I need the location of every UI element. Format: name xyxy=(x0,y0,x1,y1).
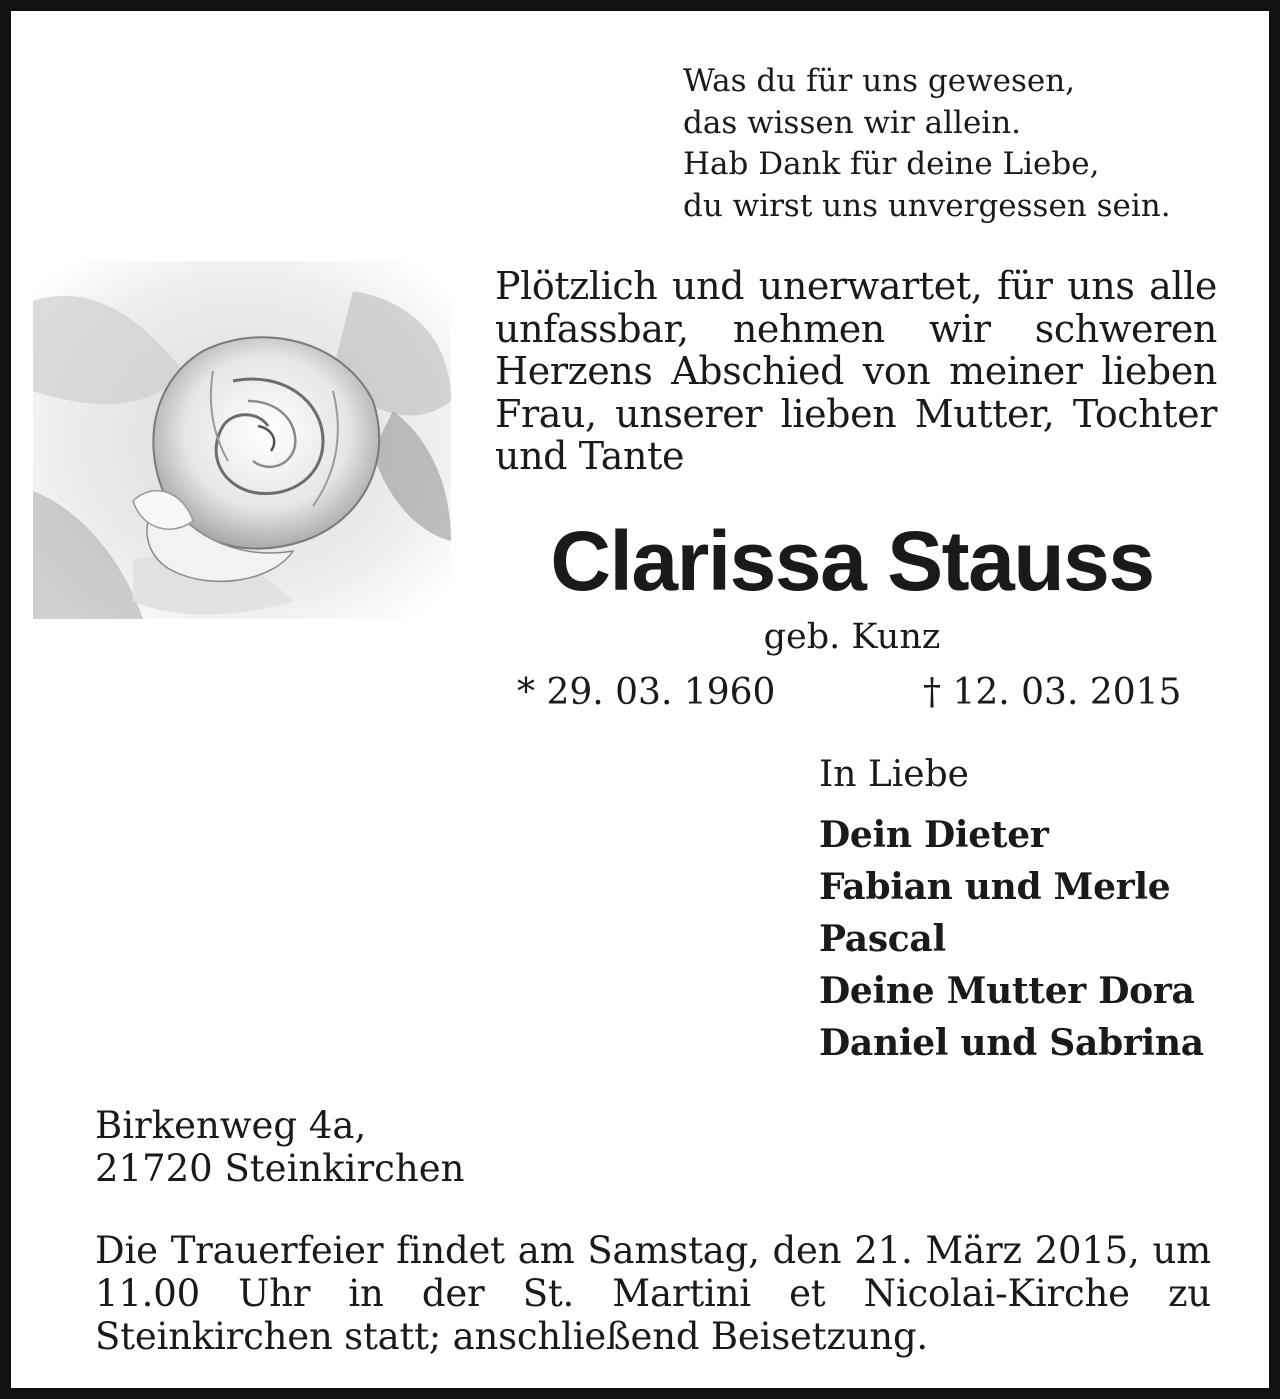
maiden-name: geb. Kunz xyxy=(763,617,941,657)
poem-line: Hab Dank für deine Liebe, xyxy=(683,146,1100,182)
rose-image xyxy=(33,261,451,619)
intro-text: Plötzlich und unerwartet, für uns alle unfassbar, nehmen wir schweren Herzens Abschied von meiner lieben Frau, unserer lieben Mutter, Tochter und Tante xyxy=(495,264,1217,478)
death-date: † 12. 03. 2015 xyxy=(923,672,1182,713)
mourners-intro: In Liebe xyxy=(819,754,969,795)
mourner-name: Pascal xyxy=(819,918,946,960)
mourner-name: Daniel und Sabrina xyxy=(819,1022,1204,1064)
address-street: Birkenweg 4a, xyxy=(95,1104,367,1147)
deceased-name: Clarissa Stauss xyxy=(550,514,1154,608)
poem-line: du wirst uns unvergessen sein. xyxy=(683,187,1171,224)
address-city: 21720 Steinkirchen xyxy=(95,1147,465,1190)
birth-date: * 29. 03. 1960 xyxy=(517,672,776,713)
poem-line: Was du für uns gewesen, xyxy=(683,63,1076,99)
mourner-name: Fabian und Merle xyxy=(819,866,1171,908)
address xyxy=(95,1104,464,1190)
poem-line: das wissen wir allein. xyxy=(683,104,1022,141)
mourner-name: Deine Mutter Dora xyxy=(819,970,1195,1012)
mourner-name: Dein Dieter xyxy=(819,814,1049,856)
service-text: Die Trauerfeier findet am Samstag, den 21. März 2015, um 11.00 Uhr in der St. Martini et Nicolai-Kirche zu Steinkirchen statt; anschließend Beisetzung. xyxy=(95,1229,1211,1358)
mourners-list xyxy=(819,809,1204,1069)
poem xyxy=(683,61,1171,227)
